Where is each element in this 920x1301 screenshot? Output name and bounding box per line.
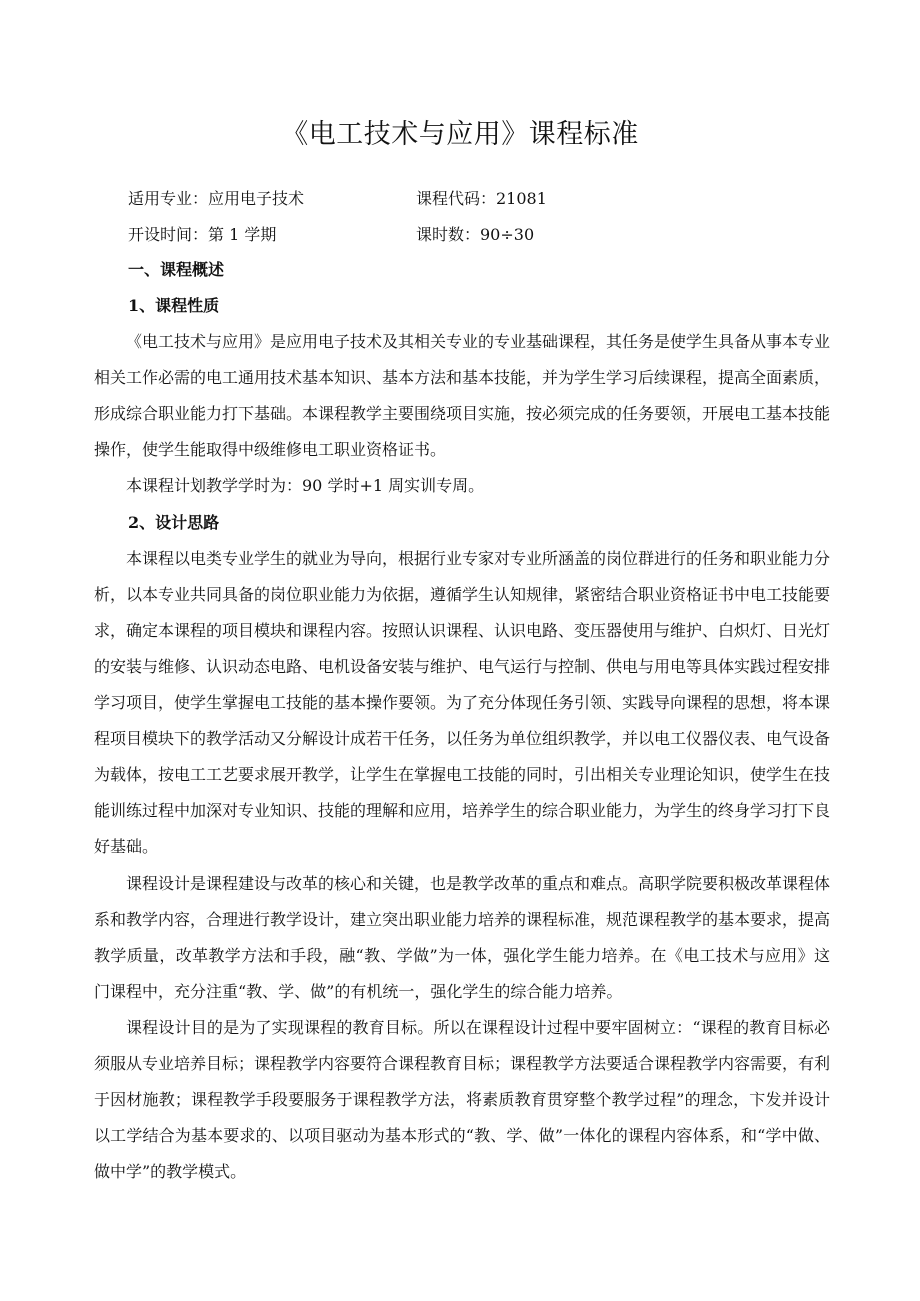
paragraph-course-design-core: 课程设计是课程建设与改革的核心和关键，也是教学改革的重点和难点。高职学院要积极改革课程体系和教学内容，合理进行教学设计，建立突出职业能力培养的课程标准，规范课程教学的基本要求，提高教学质量，改革教学方法和手段，融“教、学做”为一体，强化学生能力培养。在《电工技术与应用》这门课程中，充分注重“教、学、做”的有机统一，强化学生的综合能力培养。 (94, 874, 831, 1001)
paragraph-course-nature: 《电工技术与应用》是应用电子技术及其相关专业的专业基础课程，其任务是使学生具备从事本专业相关工作必需的电工通用技术基本知识、基本方法和基本技能，并为学生学习后续课程，提高全面素质，形成综合职业能力打下基础。本课程教学主要围绕项目实施，按必须完成的任务要领，开展电工基本技能操作，使学生能取得中级维修电工职业资格证书。 (94, 332, 831, 459)
document-title: 《电工技术与应用》课程标准 (281, 119, 639, 150)
section-heading-overview: 一、课程概述 (128, 260, 225, 279)
term-label: 开设时间：第 1 学期 (128, 225, 277, 244)
paragraph-design-approach: 本课程以电类专业学生的就业为导向，根据行业专家对专业所涵盖的岗位群进行的任务和职业能力分析，以本专业共同具备的岗位职业能力为依据，遵循学生认知规律，紧密结合职业资格证书中电工技能要求，确定本课程的项目模块和课程内容。按照认识课程、认识电路、变压器使用与维护、白炽灯、日光灯的安装与维修、认识动态电路、电机设备安装与维护、电气运行与控制、供电与用电等具体实践过程安排学习项目，使学生掌握电工技能的基本操作要领。为了充分体现任务引领、实践导向课程的思想，将本课程项目模块下的教学活动又分解设计成若干任务，以任务为单位组织教学，并以电工仪器仪表、电气设备为载体，按电工工艺要求展开教学，让学生在掌握电工技能的同时，引出相关专业理论知识，使学生在技能训练过程中加深对专业知识、技能的理解和应用，培养学生的综合职业能力，为学生的终身学习打下良好基础。 (94, 549, 831, 856)
hours-label: 课时数：90÷30 (416, 225, 535, 244)
paragraph-hours-plan: 本课程计划教学学时为：90 学时+1 周实训专周。 (126, 476, 485, 495)
major-label: 适用专业：应用电子技术 (128, 189, 305, 208)
subheading-course-nature: 1、课程性质 (128, 296, 220, 315)
subheading-design-approach: 2、设计思路 (128, 513, 220, 532)
course-code-label: 课程代码：21081 (416, 189, 547, 208)
paragraph-course-design-goal: 课程设计目的是为了实现课程的教育目标。所以在课程设计过程中要牢固树立：“课程的教育目标必须服从专业培养目标；课程教学内容要符合课程教育目标；课程教学方法要适合课程教学内容需要，有利于因材施教；课程教学手段要服务于课程教学方法，将素质教育贯穿整个教学过程”的理念，卞发并设计以工学结合为基本要求的、以项目驱动为基本形式的“教、学、做”一体化的课程内容体系，和“学中做、做中学”的教学模式。 (94, 1018, 831, 1181)
